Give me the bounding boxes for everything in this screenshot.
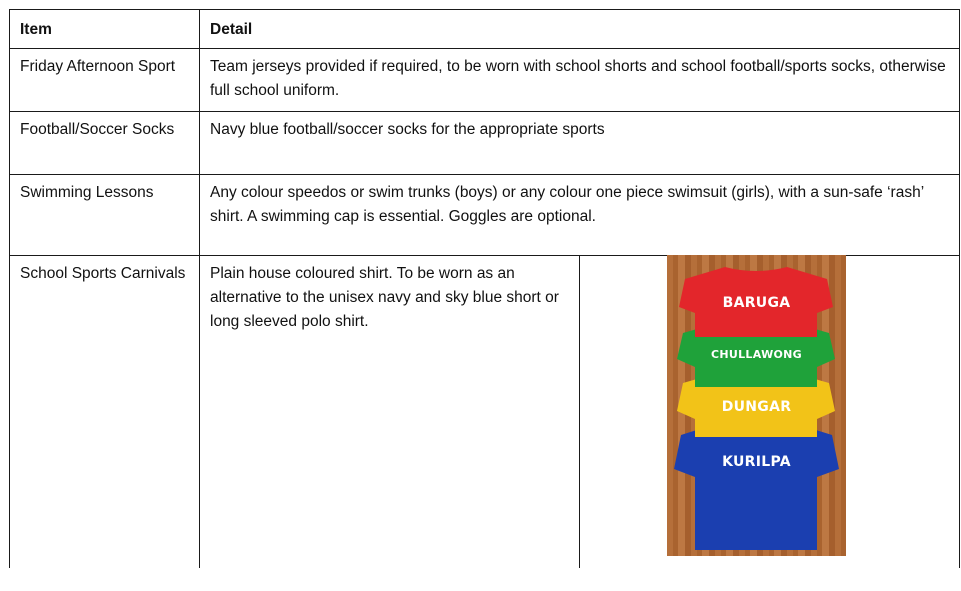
shirt-label-dungar: DUNGAR — [721, 399, 792, 415]
house-shirts-photo — [667, 255, 846, 556]
shirt-label-baruga: BARUGA — [722, 295, 791, 311]
header-item: Item — [10, 10, 200, 49]
detail-cell: Navy blue football/soccer socks for the appropriate sports — [200, 112, 960, 175]
uniform-table — [9, 9, 960, 568]
detail-cell: Any colour speedos or swim trunks (boys) or any colour one piece swimsuit (girls), with a sun-safe ‘rash’ shirt. A swimming cap is essential. Goggles are optional. — [200, 175, 960, 256]
table-row — [10, 175, 960, 256]
header-detail: Detail — [200, 10, 960, 49]
shirt-label-chullawong: CHULLAWONG — [711, 348, 802, 361]
detail-cell: Team jerseys provided if required, to be worn with school shorts and school football/sports socks, otherwise full school uniform. — [200, 49, 960, 112]
item-cell: Football/Soccer Socks — [10, 112, 200, 175]
table-header-row — [10, 10, 960, 49]
house-shirts-image-cell — [580, 256, 960, 569]
table-row — [10, 256, 960, 569]
item-cell: Swimming Lessons — [10, 175, 200, 256]
detail-cell: Plain house coloured shirt. To be worn as an alternative to the unisex navy and sky blue short or long sleeved polo shirt. — [200, 256, 580, 569]
item-cell: Friday Afternoon Sport — [10, 49, 200, 112]
shirt-label-kurilpa: KURILPA — [722, 454, 791, 470]
item-cell: School Sports Carnivals — [10, 256, 200, 569]
table-row — [10, 49, 960, 112]
table-row — [10, 112, 960, 175]
blue-shirt — [674, 421, 839, 550]
